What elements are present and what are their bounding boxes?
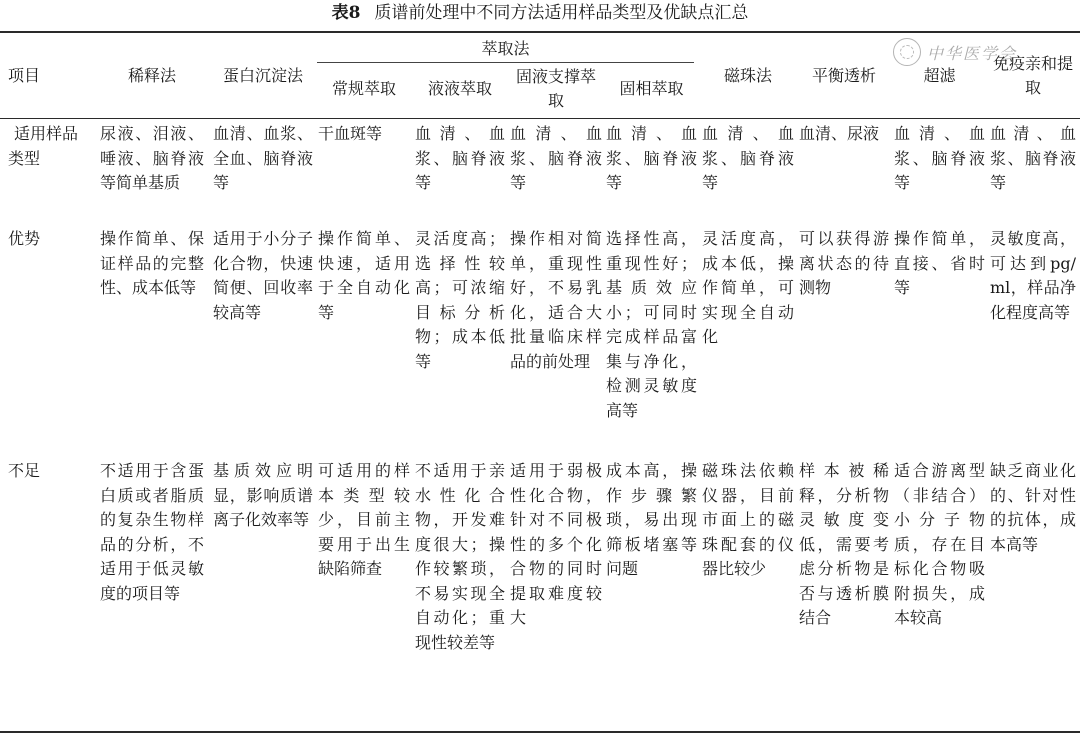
table-cell: 血清、血浆、脑脊液等 (606, 124, 697, 192)
bottom-rule (0, 731, 1080, 733)
table-cell: 血清、尿液 (799, 124, 880, 143)
column-header: 固相萃取 (619, 79, 684, 98)
table-cell: 血清、血浆、脑脊液等 (510, 124, 602, 192)
table-cell: 磁珠法依赖仪器，目前市面上的磁珠配套的仪器比较少 (702, 461, 794, 578)
table-cell: 不适用于含蛋白质或者脂质的复杂生物样品的分析，不适用于低灵敏度的项目等 (100, 461, 204, 603)
table-cell: 基质效应明显，影响质谱离子化效率等 (213, 461, 313, 529)
column-header: 磁珠法 (723, 66, 772, 85)
table-cell: 操作相对简单，重现性好，不易乳化，适合大批量临床样品的前处理 (510, 229, 602, 371)
row-label: 不足 (8, 461, 41, 480)
table-cell: 可适用的样本类型较少，目前主要用于出生缺陷筛查 (318, 461, 410, 578)
column-header: 项目 (8, 66, 41, 85)
table-cell: 灵活度高，成本低，操作简单，可实现全自动化 (702, 229, 794, 346)
table-cell: 适用于小分子化合物，快速简便、回收率较高等 (213, 229, 313, 322)
watermark-text: 中华医学会 (927, 44, 1018, 63)
table-cell: 操作简单、保证样品的完整性、成本低等 (100, 229, 204, 297)
table-cell: 成本高，操作步骤繁琐，易出现筛板堵塞等问题 (606, 461, 697, 578)
column-header: 蛋白沉淀法 (222, 66, 303, 85)
top-rule (0, 31, 1080, 33)
table-cell: 适合游离型（非结合）小分子物质，存在目标化合物吸附损失，成本较高 (894, 461, 985, 627)
table-cell: 操作简单，直接、省时等 (894, 229, 985, 297)
table-cell: 灵活度高；选择性较高；可浓缩目标分析物；成本低等 (415, 229, 505, 371)
table-cell: 适用于弱极性化合物，针对不同极性的多个化合物的同时提取难度较大 (510, 461, 602, 627)
table-cell: 选择性高，重现性好；基质效应小；可同时完成样品富集与净化，检测灵敏度高等 (606, 229, 697, 420)
table-cell: 可以获得游离状态的待测物 (799, 229, 889, 297)
table-cell: 血清、血浆、全血、脑脊液等 (213, 124, 313, 192)
extraction-group-rule (317, 62, 694, 63)
column-header: 固液支撑萃取 (515, 67, 596, 110)
table-title (0, 0, 1080, 26)
table-cell: 血清、血浆、脑脊液等 (415, 124, 505, 192)
column-header: 常规萃取 (331, 79, 396, 98)
column-header: 稀释法 (127, 66, 176, 85)
table-cell: 尿液、泪液、唾液、脑脊液等简单基质 (100, 124, 204, 192)
table-cell: 血清、血浆、脑脊液等 (702, 124, 794, 192)
header-rule (0, 118, 1080, 119)
table-cell: 干血斑等 (318, 124, 383, 143)
row-label: 优势 (8, 229, 41, 248)
group-header-extraction: 萃取法 (481, 39, 530, 58)
table-cell: 灵敏度高，可达到pg/ml，样品净化程度高等 (990, 229, 1076, 322)
table-cell: 缺乏商业化的、针对性的抗体，成本高等 (990, 461, 1076, 554)
table-number: 表8 (331, 3, 361, 23)
table-cell: 不适用于亲水性化合物，开发难度很大；操作较繁琐，不易实现全自动化；重现性较差等 (415, 461, 505, 652)
table-cell: 样本被稀释，分析物灵敏度变低，需要考虑分析物是否与透析膜结合 (799, 461, 889, 627)
table-caption: 质谱前处理中不同方法适用样品类型及优缺点汇总 (374, 3, 749, 23)
table-cell: 血清、血浆、脑脊液等 (894, 124, 985, 192)
table-cell: 操作简单、快速，适用于全自动化等 (318, 229, 410, 322)
column-header: 液液萃取 (427, 79, 492, 98)
seal-logo-icon (893, 38, 921, 66)
column-header: 免疫亲和提取 (992, 54, 1073, 97)
table-cell: 血清、血浆、脑脊液等 (990, 124, 1076, 192)
column-header: 平衡透析 (811, 66, 876, 85)
column-header: 超滤 (923, 66, 956, 85)
row-label: 适用样品类型 (8, 124, 78, 168)
